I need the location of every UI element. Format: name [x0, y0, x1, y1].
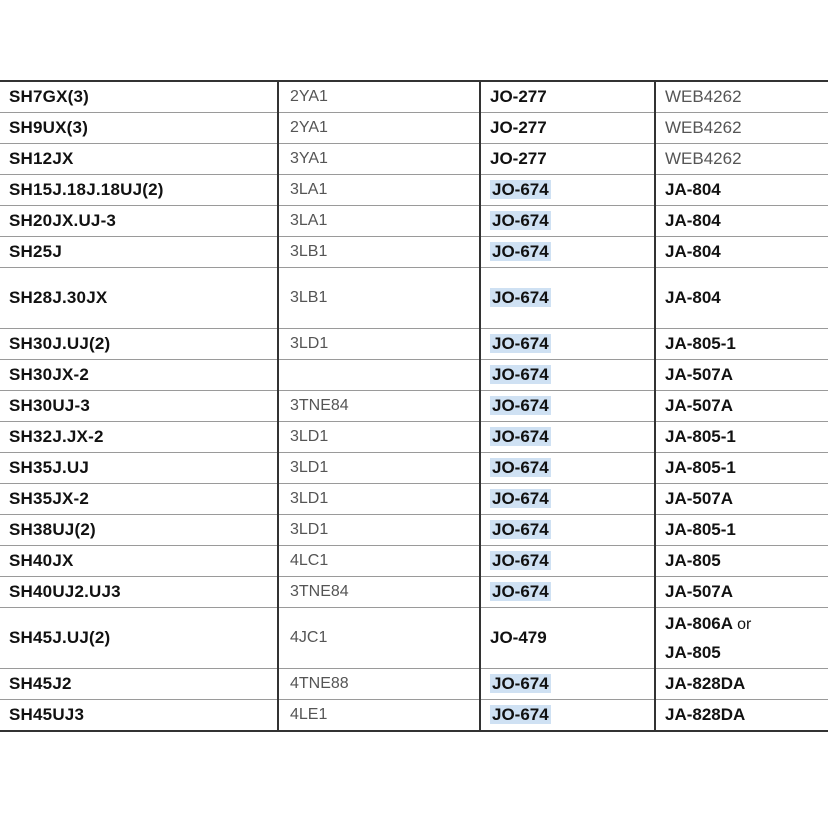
engine-code-cell — [278, 206, 480, 237]
table-row — [0, 144, 828, 175]
ja-part-cell — [655, 268, 828, 329]
ja-part-number: JA-805-1 — [665, 334, 736, 353]
jo-part-number: JO-674 — [492, 242, 549, 261]
model-cell — [0, 422, 278, 453]
jo-part-cell — [480, 268, 655, 329]
table-row — [0, 546, 828, 577]
table-row — [0, 453, 828, 484]
jo-part-number: JO-277 — [490, 118, 547, 137]
ja-part-cell — [655, 484, 828, 515]
model-cell — [0, 237, 278, 268]
jo-part-number: JO-674 — [492, 180, 549, 199]
ja-part-number: JA-804 — [665, 180, 721, 199]
model-name: SH45UJ3 — [9, 705, 85, 724]
model-name: SH35JX-2 — [9, 489, 90, 508]
model-name: SH35J.UJ — [9, 458, 90, 477]
jo-part-number: JO-277 — [490, 87, 547, 106]
model-name: SH30JX-2 — [9, 365, 90, 384]
engine-code: 3LD1 — [290, 428, 329, 445]
ja-part-number: JA-805 — [665, 551, 721, 570]
engine-code: 3LA1 — [290, 212, 328, 229]
model-cell — [0, 144, 278, 175]
model-name: SH20JX.UJ-3 — [9, 211, 117, 230]
jo-part-number: JO-674 — [492, 211, 549, 230]
table-row — [0, 608, 828, 669]
model-cell — [0, 81, 278, 113]
engine-code: 3LD1 — [290, 521, 329, 538]
jo-part-number: JO-674 — [492, 489, 549, 508]
engine-code: 2YA1 — [290, 88, 328, 105]
ja-part-cell — [655, 237, 828, 268]
engine-code: 4TNE88 — [290, 675, 349, 692]
engine-code-cell — [278, 422, 480, 453]
table-row — [0, 113, 828, 144]
jo-part-cell — [480, 484, 655, 515]
model-name: SH7GX(3) — [9, 87, 90, 106]
jo-part-cell — [480, 81, 655, 113]
table-row — [0, 329, 828, 360]
jo-part-number: JO-479 — [490, 628, 547, 647]
engine-code: 3LA1 — [290, 181, 328, 198]
model-cell — [0, 268, 278, 329]
model-name: SH32J.JX-2 — [9, 427, 104, 446]
parts-table — [0, 80, 828, 732]
jo-part-cell — [480, 144, 655, 175]
jo-part-cell — [480, 391, 655, 422]
engine-code: 4JC1 — [290, 629, 328, 646]
jo-part-number: JO-674 — [492, 582, 549, 601]
jo-part-cell — [480, 608, 655, 669]
model-cell — [0, 329, 278, 360]
ja-part-cell — [655, 608, 828, 669]
engine-code-cell — [278, 360, 480, 391]
model-name: SH28J.30JX — [9, 288, 108, 307]
jo-part-cell — [480, 700, 655, 732]
ja-part-number: JA-804 — [665, 242, 721, 261]
engine-code-cell — [278, 669, 480, 700]
table-row — [0, 484, 828, 515]
jo-part-number: JO-674 — [492, 551, 549, 570]
jo-part-cell — [480, 329, 655, 360]
ja-part-cell — [655, 329, 828, 360]
jo-part-cell — [480, 546, 655, 577]
model-cell — [0, 515, 278, 546]
ja-part-number: JA-805-1 — [665, 458, 736, 477]
ja-part-cell — [655, 700, 828, 732]
table-row — [0, 360, 828, 391]
table-row — [0, 669, 828, 700]
table-row — [0, 422, 828, 453]
model-cell — [0, 669, 278, 700]
table-row — [0, 81, 828, 113]
model-cell — [0, 113, 278, 144]
jo-part-number: JO-674 — [492, 705, 549, 724]
jo-part-cell — [480, 577, 655, 608]
table-row — [0, 515, 828, 546]
engine-code: 2YA1 — [290, 119, 328, 136]
engine-code-cell — [278, 577, 480, 608]
engine-code-cell — [278, 608, 480, 669]
table-row — [0, 237, 828, 268]
model-name: SH30UJ-3 — [9, 396, 90, 415]
model-name: SH30J.UJ(2) — [9, 334, 111, 353]
jo-part-cell — [480, 175, 655, 206]
jo-part-cell — [480, 113, 655, 144]
ja-part-cell — [655, 453, 828, 484]
jo-part-number: JO-277 — [490, 149, 547, 168]
model-cell — [0, 175, 278, 206]
jo-part-cell — [480, 669, 655, 700]
ja-part-number: JA-828DA — [665, 705, 746, 724]
alternative-separator: or — [737, 615, 752, 633]
engine-code-cell — [278, 81, 480, 113]
ja-part-cell — [655, 422, 828, 453]
table-row — [0, 577, 828, 608]
jo-part-number: JO-674 — [492, 365, 549, 384]
engine-code-cell — [278, 515, 480, 546]
parts-table-body — [0, 81, 828, 731]
ja-part-cell — [655, 206, 828, 237]
engine-code-cell — [278, 391, 480, 422]
engine-code-cell — [278, 268, 480, 329]
engine-code-cell — [278, 700, 480, 732]
jo-part-number: JO-674 — [492, 396, 549, 415]
table-row — [0, 175, 828, 206]
jo-part-cell — [480, 422, 655, 453]
engine-code: 3LD1 — [290, 335, 329, 352]
jo-part-number: JO-674 — [492, 288, 549, 307]
model-name: SH45J2 — [9, 674, 72, 693]
ja-part-cell — [655, 144, 828, 175]
engine-code-cell — [278, 329, 480, 360]
ja-part-number: JA-507A — [665, 365, 734, 384]
ja-part-number: JA-828DA — [665, 674, 746, 693]
engine-code: 4LC1 — [290, 552, 329, 569]
model-name: SH38UJ(2) — [9, 520, 96, 539]
ja-part-cell — [655, 546, 828, 577]
jo-part-cell — [480, 360, 655, 391]
ja-part-number: JA-804 — [665, 211, 721, 230]
ja-part-cell — [655, 81, 828, 113]
jo-part-number: JO-674 — [492, 334, 549, 353]
ja-part-number: JA-805-1 — [665, 520, 736, 539]
ja-part-number: JA-805-1 — [665, 427, 736, 446]
model-cell — [0, 206, 278, 237]
ja-part-number-alt: JA-805 — [665, 642, 721, 662]
engine-code-cell — [278, 484, 480, 515]
table-row — [0, 391, 828, 422]
jo-part-cell — [480, 515, 655, 546]
engine-code: 3LD1 — [290, 490, 329, 507]
engine-code-cell — [278, 175, 480, 206]
ja-part-cell — [655, 113, 828, 144]
model-name: SH40JX — [9, 551, 74, 570]
ja-part-number: JA-507A — [665, 582, 734, 601]
ja-part-cell — [655, 360, 828, 391]
ja-part-number: JA-507A — [665, 489, 734, 508]
engine-code-cell — [278, 144, 480, 175]
ja-part-cell — [655, 669, 828, 700]
ja-part-cell — [655, 391, 828, 422]
jo-part-number: JO-674 — [492, 458, 549, 477]
model-cell — [0, 577, 278, 608]
model-name: SH9UX(3) — [9, 118, 89, 137]
engine-code: 3TNE84 — [290, 397, 349, 414]
model-name: SH25J — [9, 242, 62, 261]
model-name: SH15J.18J.18UJ(2) — [9, 180, 164, 199]
ja-part-cell — [655, 515, 828, 546]
ja-part-number: WEB4262 — [665, 149, 742, 168]
table-row — [0, 268, 828, 329]
model-cell — [0, 700, 278, 732]
engine-code: 3LD1 — [290, 459, 329, 476]
model-name: SH45J.UJ(2) — [9, 628, 111, 647]
table-row — [0, 700, 828, 732]
engine-code: 3TNE84 — [290, 583, 349, 600]
jo-part-number: JO-674 — [492, 427, 549, 446]
ja-part-number: WEB4262 — [665, 87, 742, 106]
table-row — [0, 206, 828, 237]
model-name: SH12JX — [9, 149, 74, 168]
ja-part-cell — [655, 175, 828, 206]
engine-code-cell — [278, 546, 480, 577]
engine-code: 3LB1 — [290, 243, 328, 260]
ja-part-number: WEB4262 — [665, 118, 742, 137]
engine-code-cell — [278, 237, 480, 268]
model-cell — [0, 391, 278, 422]
model-cell — [0, 360, 278, 391]
engine-code: 3YA1 — [290, 150, 328, 167]
ja-part-number: JA-806A — [665, 613, 733, 633]
ja-part-number: JA-507A — [665, 396, 734, 415]
ja-part-cell — [655, 577, 828, 608]
jo-part-cell — [480, 206, 655, 237]
model-cell — [0, 546, 278, 577]
jo-part-cell — [480, 237, 655, 268]
engine-code-cell — [278, 113, 480, 144]
jo-part-cell — [480, 453, 655, 484]
jo-part-number: JO-674 — [492, 520, 549, 539]
engine-code-cell — [278, 453, 480, 484]
engine-code: 4LE1 — [290, 706, 328, 723]
model-cell — [0, 484, 278, 515]
model-name: SH40UJ2.UJ3 — [9, 582, 121, 601]
model-cell — [0, 453, 278, 484]
ja-part-number: JA-804 — [665, 288, 721, 307]
model-cell — [0, 608, 278, 669]
engine-code: 3LB1 — [290, 289, 328, 306]
jo-part-number: JO-674 — [492, 674, 549, 693]
